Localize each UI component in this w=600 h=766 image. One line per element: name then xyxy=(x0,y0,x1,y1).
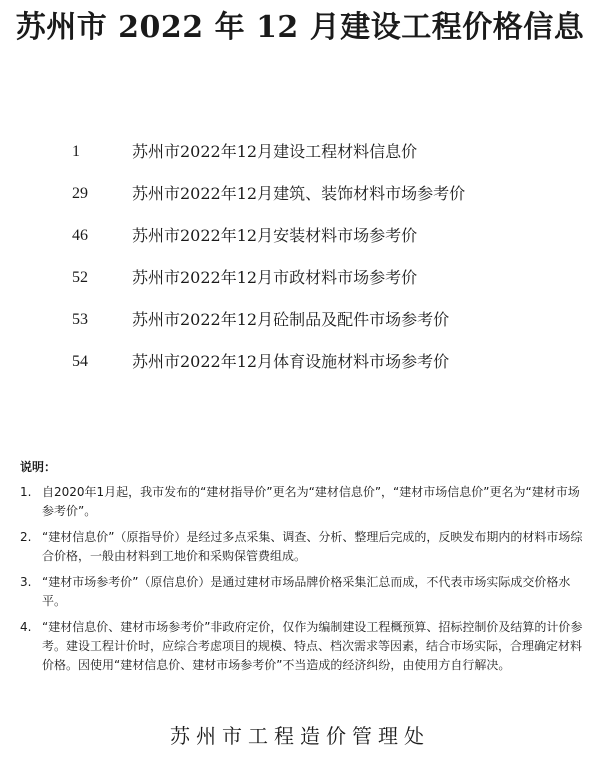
toc-entry xyxy=(0,182,600,224)
issuing-organization: 苏州市工程造价管理处 xyxy=(170,724,430,748)
note-text: “建材信息价、建材市场参考价”非政府定价，仅作为编制建设工程概预算、招标控制价及结算的计价参考。建设工程计价时，应综合考虑项目的规模、特点、档次需求等因素，结合市场实际，合理确定材料价格。因使用“建材信息价、建材市场参考价”不当造成的经济纠纷，由使用方自行解决。 xyxy=(42,620,583,672)
notes-heading: 说明： xyxy=(20,460,57,474)
toc-entry-title: 苏州市2022年12月建设工程材料信息价 xyxy=(132,142,418,161)
toc-page-number: 53 xyxy=(72,311,88,328)
note-text: “建材市场参考价”（原信息价）是通过建材市场品牌价格采集汇总而成，不代表市场实际成交价格水平。 xyxy=(42,575,571,608)
toc-entry-title: 苏州市2022年12月砼制品及配件市场参考价 xyxy=(132,310,450,329)
toc-entry xyxy=(0,308,600,350)
toc-page-number: 52 xyxy=(72,269,88,286)
toc-entry xyxy=(0,224,600,266)
note-number: 3. xyxy=(20,575,32,589)
toc-entry xyxy=(0,140,600,182)
toc-page-number: 46 xyxy=(72,227,88,244)
note-item xyxy=(20,618,590,675)
note-text: 自2020年1月起，我市发布的“建材指导价”更名为“建材信息价”，“建材市场信息价”更名为“建材市场参考价”。 xyxy=(42,485,580,518)
toc-entry-title: 苏州市2022年12月建筑、装饰材料市场参考价 xyxy=(132,184,466,203)
toc-entry xyxy=(0,266,600,308)
table-of-contents xyxy=(0,140,600,392)
toc-page-number: 1 xyxy=(72,143,80,160)
note-number: 1. xyxy=(20,485,32,499)
note-number: 4. xyxy=(20,620,32,634)
toc-page-number: 54 xyxy=(72,353,88,370)
document-title: 苏州市 2022 年 12 月建设工程价格信息 xyxy=(15,10,585,45)
note-item xyxy=(20,528,590,566)
toc-entry-title: 苏州市2022年12月体育设施材料市场参考价 xyxy=(132,352,450,371)
notes-section xyxy=(20,458,590,682)
note-item xyxy=(20,573,590,611)
note-number: 2. xyxy=(20,530,32,544)
toc-page-number: 29 xyxy=(72,185,88,202)
toc-entry xyxy=(0,350,600,392)
note-item xyxy=(20,483,590,521)
toc-entry-title: 苏州市2022年12月安装材料市场参考价 xyxy=(132,226,418,245)
toc-entry-title: 苏州市2022年12月市政材料市场参考价 xyxy=(132,268,418,287)
note-text: “建材信息价”（原指导价）是经过多点采集、调查、分析、整理后完成的，反映发布期内的材料市场综合价格，一般由材料到工地价和采购保管费组成。 xyxy=(42,530,583,563)
